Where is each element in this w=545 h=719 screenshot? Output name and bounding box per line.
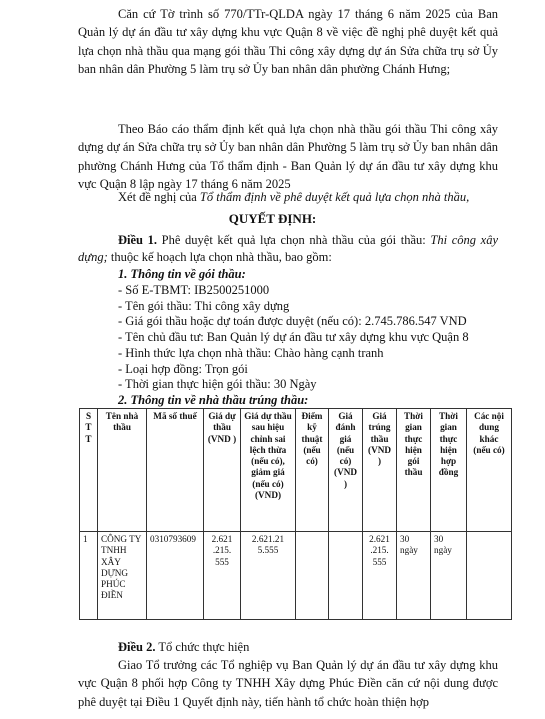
decision-title: QUYẾT ĐỊNH: (228, 211, 317, 226)
article-2-text: Tổ chức thực hiện (155, 640, 250, 654)
package-info-item: - Thời gian thực hiện gói thầu: 30 Ngày (118, 377, 317, 392)
header-gia-du-thau: Giá dự thầu (VND ) (204, 409, 241, 532)
header-gia-sau-hieu-chinh: Giá dự thầu sau hiệu chỉnh sai lệch thừa (nếu có), giảm giá (nếu có) (VND) (241, 409, 296, 532)
table-row (80, 532, 512, 620)
article-1-italic: Thi công xây dựng; (78, 233, 499, 264)
header-ma-so-thue: Mã số thuế (147, 409, 204, 532)
cell-gia-du-thau: 2.621 .215. 555 (204, 532, 241, 620)
header-gia-danh-gia: Giá đánh giá (nếu có) (VND ) (329, 409, 363, 532)
header-thoi-gian-goi-thau: Thời gian thực hiện gói thầu (397, 409, 431, 532)
header-ten-nha-thau: Tên nhà thầu (98, 409, 147, 532)
article-1-label: Điều 1. (118, 233, 158, 247)
cell-gia-danh-gia (329, 532, 363, 620)
table-header-row (80, 409, 512, 532)
paragraph-xet-de-nghi (78, 188, 498, 206)
cell-gia-sau-hieu-chinh: 2.621.21 5.555 (241, 532, 296, 620)
article-2-label: Điều 2. (118, 640, 156, 654)
header-noi-dung-khac: Các nội dung khác (nếu có) (467, 409, 512, 532)
cell-diem-ky-thuat (296, 532, 329, 620)
package-info-item: - Hình thức lựa chọn nhà thầu: Chào hàng cạnh tranh (118, 345, 384, 360)
paragraph-bao-cao: Theo Báo cáo thẩm định kết quả lựa chọn nhà thầu gói thầu Thi công xây dựng dự án Sửa chữa trụ sở Ủy ban nhân dân Phường 5 làm trụ sở Ủy ban nhân dân phường Chánh Hưng của Tổ thẩm định - Ban Quản lý dự án đầu tư xây dựng khu vực Quận 8 lập ngày 17 tháng 6 năm 2025 (78, 122, 498, 192)
section-2-title: 2. Thông tin về nhà thầu trúng thầu: (118, 393, 309, 407)
package-info-item: - Giá gói thầu hoặc dự toán được duyệt (nếu có): 2.745.786.547 VND (118, 314, 467, 329)
article-2-body: Giao Tổ trưởng các Tổ nghiệp vụ Ban Quản lý dự án đầu tư xây dựng khu vực Quận 8 phối hợp Công ty TNHH Xây dựng Phúc Điền căn cứ nội dung được phê duyệt tại Điều 1 Quyết định này, tiến hành tổ chức hoàn thiện hợp (78, 658, 498, 709)
header-diem-ky-thuat: Điểm kỹ thuật (nếu có) (296, 409, 329, 532)
xet-de-nghi-italic: Tổ thẩm định về phê duyệt kết quả lựa chọn nhà thầu, (199, 190, 470, 204)
package-info-item: - Số E-TBMT: IB2500251000 (118, 283, 270, 297)
package-info-item: - Loại hợp đồng: Trọn gói (118, 361, 248, 376)
cell-stt: 1 (80, 532, 98, 620)
header-thoi-gian-hop-dong: Thời gian thực hiện hợp đồng (431, 409, 467, 532)
cell-noi-dung-khac (467, 532, 512, 620)
winning-contractor-table (79, 408, 512, 620)
article-2 (78, 638, 498, 656)
cell-thoi-gian-goi-thau: 30 ngày (397, 532, 431, 620)
cell-thoi-gian-hop-dong: 30 ngày (431, 532, 467, 620)
cell-gia-trung-thau: 2.621 .215. 555 (363, 532, 397, 620)
article-1 (78, 232, 498, 266)
section-1-title: 1. Thông tin về gói thầu: (118, 267, 246, 281)
xet-de-nghi-text: Xét đề nghị của (118, 190, 200, 204)
cell-ma-so-thue: 0310793609 (147, 532, 204, 620)
article-1-text-b: thuộc kế hoạch lựa chọn nhà thầu, bao gồm: (107, 250, 332, 264)
package-info-item: - Tên gói thầu: Thi công xây dựng (118, 298, 290, 313)
package-info-item: - Tên chủ đầu tư: Ban Quản lý dự án đầu tư xây dựng khu vực Quận 8 (118, 330, 469, 345)
cell-ten-nha-thau: CÔNG TY TNHH XÂY DỰNG PHÚC ĐIỀN (98, 532, 147, 620)
header-gia-trung-thau: Giá trúng thầu (VND ) (363, 409, 397, 532)
paragraph-to-trinh: Căn cứ Tờ trình số 770/TTr-QLDA ngày 17 tháng 6 năm 2025 của Ban Quản lý dự án đầu tư xây dựng khu vực Quận 8 về việc đề nghị phê duyệt kết quả lựa chọn nhà thầu qua mạng gói thầu Thi công xây dựng dự án Sửa chữa trụ sở Ủy ban nhân dân Phường 5 làm trụ sở Ủy ban nhân dân phường Chánh Hưng; (78, 7, 498, 77)
header-stt: S T T (80, 409, 98, 532)
article-1-text-a: Phê duyệt kết quả lựa chọn nhà thầu của gói thầu: (157, 233, 431, 247)
